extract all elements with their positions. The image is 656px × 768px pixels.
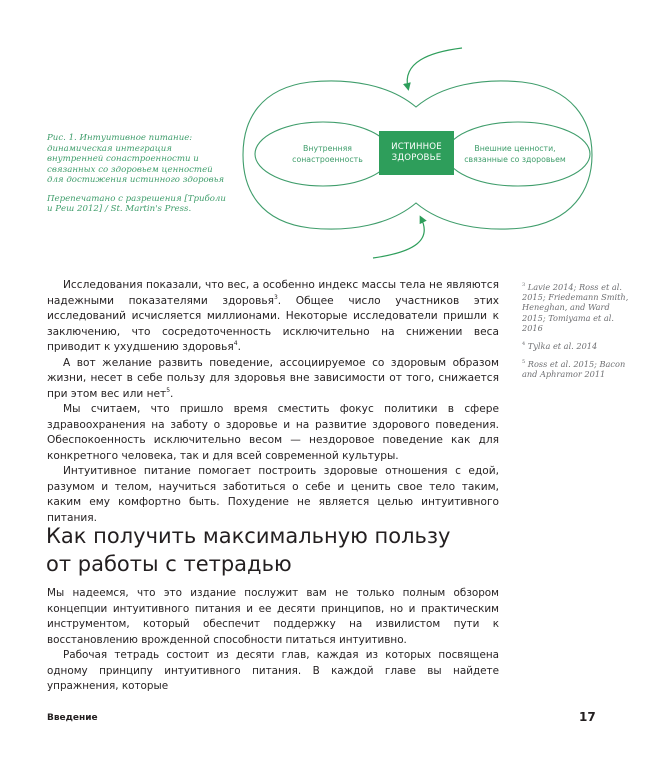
health-values-line-2: связанные со здоровьем bbox=[464, 155, 566, 164]
paragraph: Мы надеемся, что это издание послужит вам не только полным обзором концепции интуитивного питания и ее десяти принципов, но и практическим инструментом, который обеспечит поддержку на извилистом пути к восстановлению врожденной способности питаться интуитивно. bbox=[47, 587, 499, 646]
sidenote-number: 3 bbox=[522, 282, 526, 288]
footnote-ref[interactable]: 4 bbox=[233, 340, 238, 347]
sidenote bbox=[522, 282, 632, 333]
section-body bbox=[47, 586, 499, 695]
health-values-label bbox=[455, 143, 575, 165]
paragraph: Рабочая тетрадь состоит из десяти глав, каждая из которых посвящена одному принципу интуитивного питания. В каждой главе вы найдете упражнения, которые bbox=[47, 649, 499, 692]
sidenote-text: Tylka et al. 2014 bbox=[527, 341, 598, 352]
figure-caption-text: Рис. 1. Интуитивное питание: динамическая интеграция внутренней сонастроенности и связанных со здоровьем ценностей для достижения истинного здоровья bbox=[47, 133, 225, 185]
sidenote-number: 5 bbox=[522, 359, 526, 366]
text-run: А вот желание развить поведение, ассоциируемое со здоровым образом жизни, несет в себе пользу для здоровья вне зависимости от того, снижается при этом вес или нет bbox=[47, 356, 499, 400]
page-number: 17 bbox=[579, 710, 596, 724]
text-run: . bbox=[237, 341, 241, 353]
intuitive-eating-diagram bbox=[240, 40, 600, 270]
figure-credit: Перепечатано с разрешения [Триболи и Реш 2012] / St. Martin's Press. bbox=[47, 193, 226, 214]
sidenote-text: Ross et al. 2015; Bacon and Aphramor 2011 bbox=[522, 359, 626, 380]
text-run: . bbox=[170, 387, 174, 400]
sidenote bbox=[522, 359, 632, 379]
paragraph: Мы считаем, что пришло время сместить фокус политики в сфере здравоохранения на заботу о здоровье и на развитие здорового поведения. Обеспокоенность исключительно весом — нездоровое поведение как для конкретного человека, так и для всей современной культуры. bbox=[47, 403, 499, 462]
paragraph bbox=[47, 278, 499, 356]
sidenote-text: Lavie 2014; Ross et al. 2015; Friedemann Smith, Heneghan, and Ward 2015; Tomiyama et al. 2016 bbox=[522, 282, 629, 333]
section-heading-line-1: Как получить максимальную пользу bbox=[46, 524, 451, 548]
top-arrow-icon bbox=[407, 48, 462, 88]
true-health-box bbox=[379, 131, 454, 175]
running-footer-chapter: Введение bbox=[47, 713, 98, 723]
health-values-line-1: Внешние ценности, bbox=[474, 144, 556, 153]
text-run: . Общее число участников этих исследований исчисляется миллионами. Некоторые исследователи пришли к заключению, что сосредоточенность исключительно на снижении веса приводит к ухудшению здоровья bbox=[47, 294, 499, 353]
figure-caption bbox=[47, 133, 227, 223]
inner-attunement-line-1: Внутренняя bbox=[303, 144, 352, 153]
inner-attunement-label bbox=[280, 143, 375, 165]
section-heading bbox=[46, 522, 516, 578]
true-health-label-2: ЗДОРОВЬЕ bbox=[391, 153, 442, 163]
true-health-label-1: ИСТИННОЕ bbox=[391, 142, 442, 152]
bottom-arrow-icon bbox=[373, 218, 424, 258]
paragraph bbox=[47, 356, 499, 403]
paragraph: Интуитивное питание помогает построить здоровые отношения с едой, разумом и телом, научиться заботиться о себе и ценить свое тело таким, каким ему комфортно быть. Похудение не является целью интуитивного питания. bbox=[47, 465, 499, 524]
text-run: Исследования показали, что вес, а особенно индекс массы тела не являются надежными показателями здоровья bbox=[47, 279, 499, 307]
sidenote bbox=[522, 341, 632, 351]
sidenotes bbox=[522, 282, 632, 388]
footnote-ref[interactable]: 3 bbox=[273, 293, 278, 301]
footnote-ref[interactable]: 5 bbox=[166, 386, 171, 394]
intro-body bbox=[47, 278, 499, 526]
sidenote-number: 4 bbox=[522, 341, 526, 348]
section-heading-line-2: от работы с тетрадью bbox=[46, 552, 292, 576]
inner-attunement-line-2: сонастроенность bbox=[292, 155, 363, 164]
